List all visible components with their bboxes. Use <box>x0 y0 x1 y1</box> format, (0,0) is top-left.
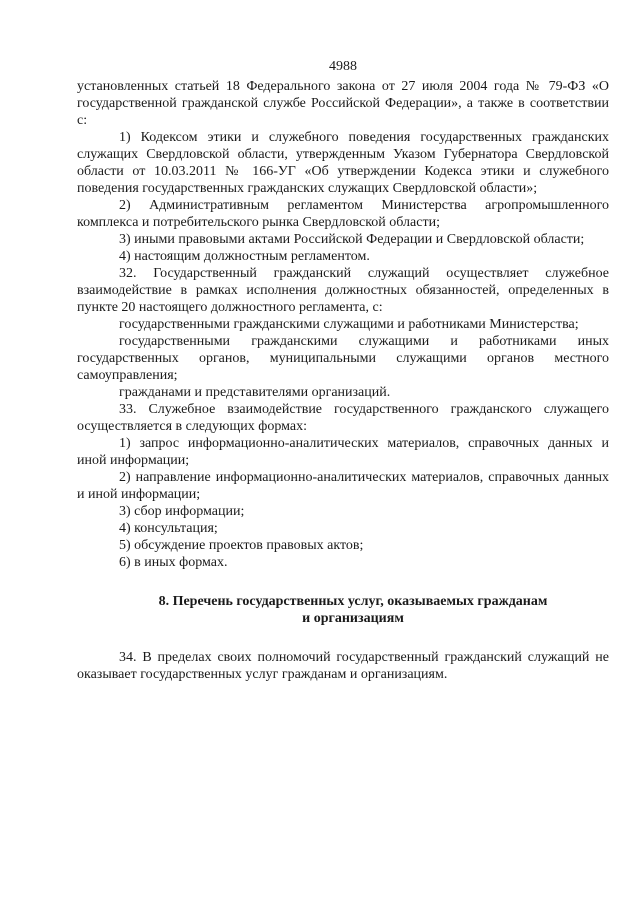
paragraph: 1) Кодексом этики и служебного поведения государственных гражданских служащих Свердловской области, утвержденным Указом Губернатора Свердловской области от 10.03.2011 № 166-УГ «Об утверждении Кодекса этики и служебного поведения государственных гражданских служащих Свердловской области»; <box>77 130 609 196</box>
paragraph: гражданами и представителями организаций. <box>119 385 391 400</box>
paragraph: 5) обсуждение проектов правовых актов; <box>119 538 364 553</box>
paragraph: 33. Служебное взаимодействие государственного гражданского служащего осуществляется в следующих формах: <box>77 402 609 434</box>
paragraph: 2) Административным регламентом Министерства агропромышленного комплекса и потребительского рынка Свердловской области; <box>77 198 609 230</box>
paragraph: установленных статьей 18 Федерального закона от 27 июля 2004 года № 79-ФЗ «О государственной гражданской службе Российской Федерации», а также в соответствии с: <box>77 79 609 128</box>
body-text-bottom <box>77 649 609 683</box>
paragraph: 32. Государственный гражданский служащий осуществляет служебное взаимодействие в рамках исполнения должностных обязанностей, определенных в пункте 20 настоящего должностного регламента, с: <box>77 266 609 315</box>
paragraph: 1) запрос информационно-аналитических материалов, справочных данных и иной информации; <box>77 436 609 468</box>
section-title-line-2: и организациям <box>302 611 404 626</box>
paragraph: государственными гражданскими служащими и работниками иных государственных органов, муниципальными служащими органов местного самоуправления; <box>77 334 609 383</box>
page-number: 4988 <box>329 59 357 74</box>
section-title-line-1: 8. Перечень государственных услуг, оказываемых гражданам <box>158 594 548 609</box>
document-page <box>77 58 609 683</box>
paragraph: 3) иными правовыми актами Российской Федерации и Свердловской области; <box>119 232 585 247</box>
section-title <box>77 593 609 627</box>
paragraph: 6) в иных формах. <box>119 555 228 570</box>
paragraph: 34. В пределах своих полномочий государственный гражданский служащий не оказывает государственных услуг гражданам и организациям. <box>77 650 609 682</box>
paragraph: 4) настоящим должностным регламентом. <box>119 249 370 264</box>
paragraph: 2) направление информационно-аналитических материалов, справочных данных и иной информации; <box>77 470 609 502</box>
paragraph: 3) сбор информации; <box>119 504 245 519</box>
body-text-top <box>77 78 609 571</box>
paragraph: 4) консультация; <box>119 521 218 536</box>
paragraph: государственными гражданскими служащими и работниками Министерства; <box>119 317 579 332</box>
